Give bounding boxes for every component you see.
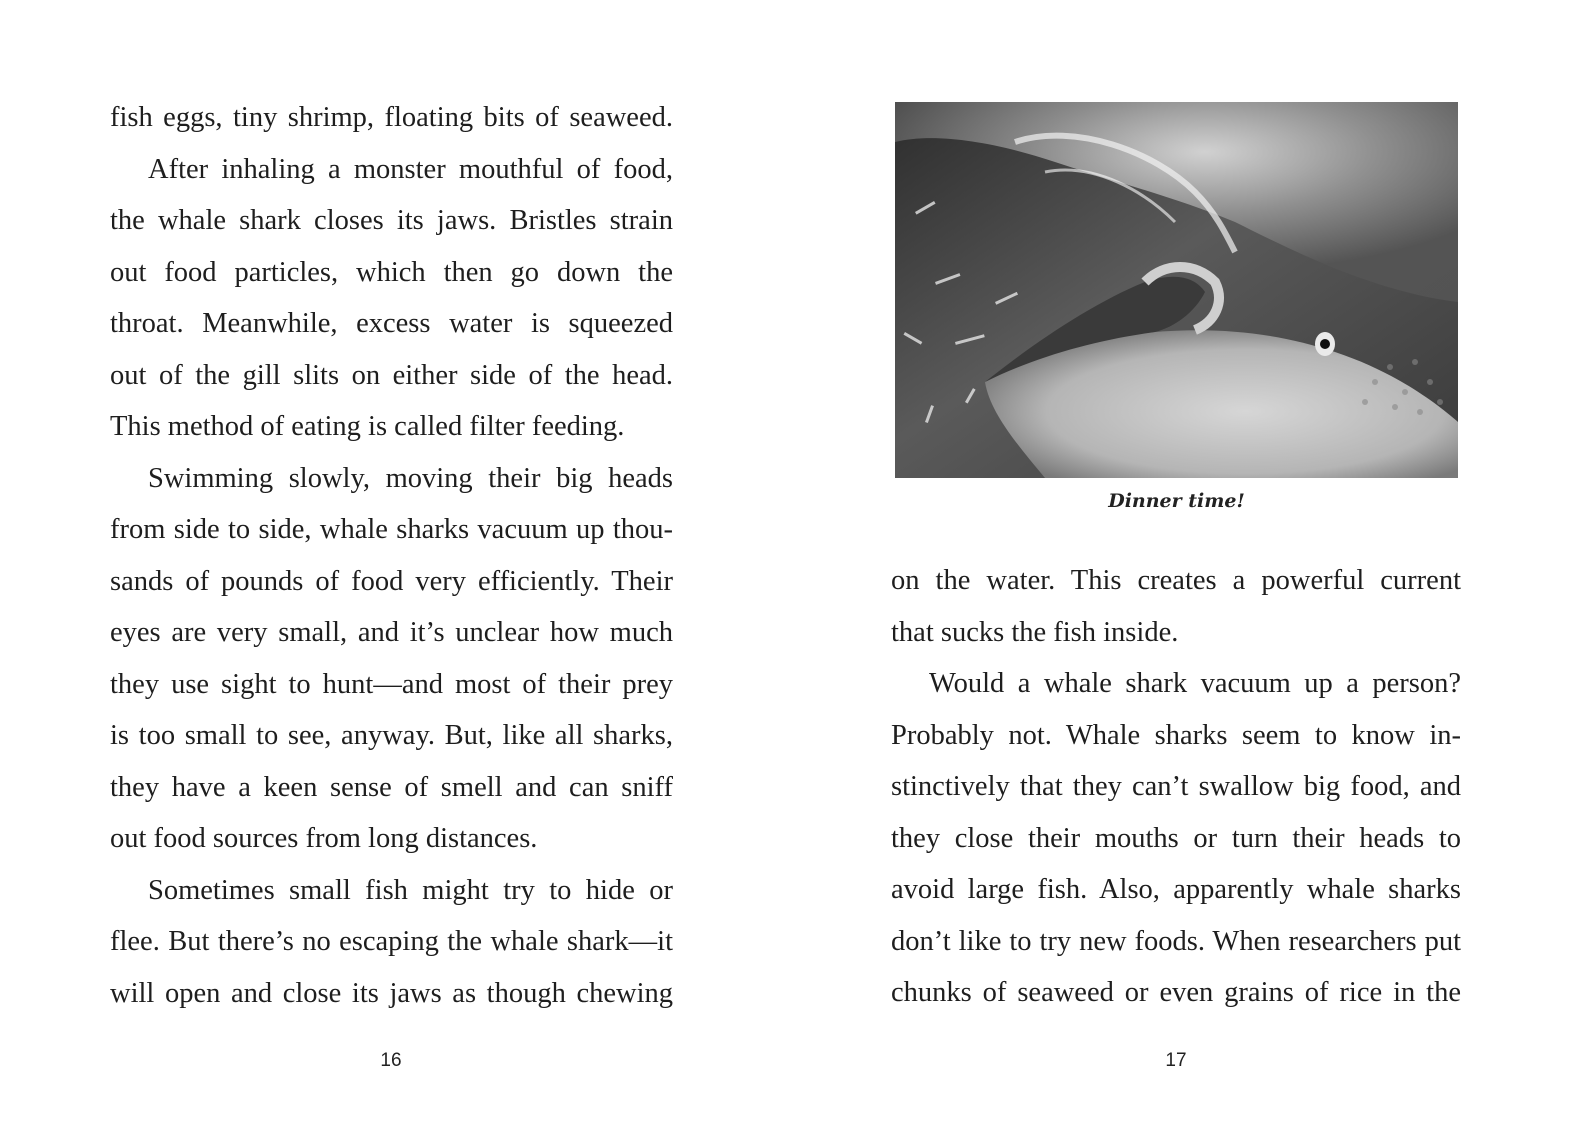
- text-line: sands of pounds of food very efficiently. Their: [110, 565, 673, 597]
- text-line: they close their mouths or turn their heads to: [891, 822, 1461, 854]
- text-line: is too small to see, anyway. But, like all sharks,: [110, 720, 673, 751]
- text-line: Would a whale shark vacuum up a person?: [929, 668, 1461, 699]
- whale-shark-image: [895, 102, 1458, 478]
- text-line: will open and close its jaws as though chewing: [110, 977, 673, 1009]
- text-line: avoid large fish. Also, apparently whale sharks: [891, 874, 1461, 905]
- text-line: Swimming slowly, moving their big heads: [148, 462, 673, 494]
- text-line: chunks of seaweed or even grains of rice in the: [891, 977, 1461, 1008]
- page-number: 17: [1165, 1050, 1187, 1071]
- text-line: After inhaling a monster mouthful of food,: [148, 153, 673, 185]
- text-line: flee. But there’s no escaping the whale shark—it: [110, 926, 673, 957]
- text-line: stinctively that they can’t swallow big food, and: [891, 771, 1461, 802]
- right-page: [795, 0, 1590, 1140]
- photo-caption: Dinner time!: [1108, 490, 1245, 512]
- text-line: the whale shark closes its jaws. Bristles strain: [110, 205, 673, 236]
- text-line: that sucks the fish inside.: [891, 616, 1179, 648]
- text-line: don’t like to try new foods. When researchers put: [891, 925, 1461, 957]
- text-line: they use sight to hunt—and most of their prey: [110, 668, 673, 700]
- text-line: This method of eating is called filter feeding.: [110, 411, 625, 442]
- text-line: out food particles, which then go down the: [110, 256, 673, 288]
- text-line: from side to side, whale sharks vacuum up thou-: [110, 514, 673, 545]
- text-line: fish eggs, tiny shrimp, floating bits of seaweed.: [110, 102, 673, 133]
- whale-shark-photo: [895, 102, 1458, 478]
- text-line: out of the gill slits on either side of the head.: [110, 359, 673, 391]
- text-line: Sometimes small fish might try to hide or: [148, 874, 673, 906]
- text-line: throat. Meanwhile, excess water is squeezed: [110, 308, 673, 339]
- page-number: 16: [380, 1050, 402, 1071]
- text-line: on the water. This creates a powerful current: [891, 565, 1461, 596]
- text-line: eyes are very small, and it’s unclear how much: [110, 617, 673, 648]
- text-line: Probably not. Whale sharks seem to know in-: [891, 719, 1461, 751]
- text-line: they have a keen sense of smell and can sniff: [110, 771, 673, 803]
- text-line: out food sources from long distances.: [110, 823, 538, 854]
